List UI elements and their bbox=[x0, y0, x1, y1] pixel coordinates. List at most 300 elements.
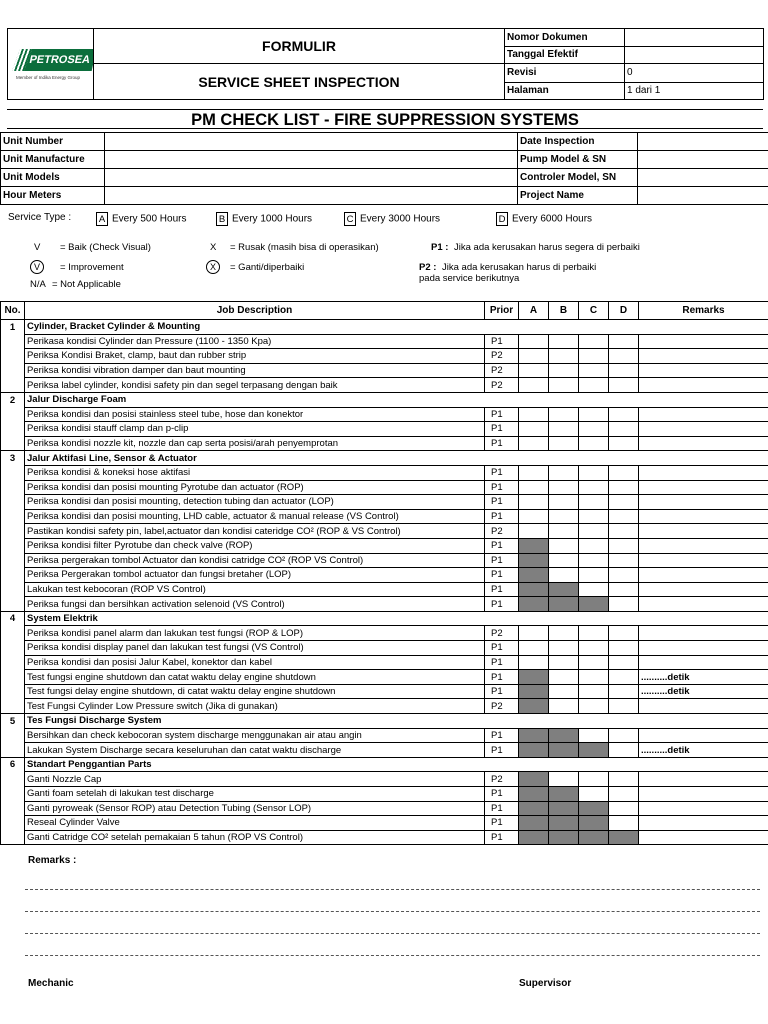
check-cell-b[interactable] bbox=[549, 378, 579, 393]
job-description: Periksa kondisi nozzle kit, nozzle dan cap serta posisi/arah penyemprotan bbox=[25, 436, 485, 451]
check-cell-b[interactable] bbox=[549, 670, 579, 685]
remarks-cell[interactable] bbox=[639, 772, 768, 787]
check-cell-d[interactable] bbox=[609, 407, 639, 422]
legend-p2-text2: pada service berikutnya bbox=[419, 273, 520, 284]
service-code: A bbox=[96, 212, 108, 226]
check-cell-a bbox=[519, 597, 549, 612]
check-cell-b[interactable] bbox=[549, 349, 579, 364]
table-row bbox=[1, 407, 768, 422]
check-cell-b[interactable] bbox=[549, 422, 579, 437]
service-type-d[interactable] bbox=[496, 212, 592, 226]
check-cell-a[interactable] bbox=[519, 378, 549, 393]
job-description: Periksa Kondisi Braket, clamp, baut dan rubber strip bbox=[25, 349, 485, 364]
job-description: Ganti Nozzle Cap bbox=[25, 772, 485, 787]
remarks-cell[interactable] bbox=[639, 728, 768, 743]
row-number-cell bbox=[1, 538, 25, 553]
meta-value[interactable]: 1 dari 1 bbox=[625, 82, 764, 100]
info-value[interactable] bbox=[638, 151, 768, 169]
check-cell-c[interactable] bbox=[579, 334, 609, 349]
check-cell-a[interactable] bbox=[519, 641, 549, 656]
info-label: Pump Model & SN bbox=[518, 151, 638, 169]
check-cell-b[interactable] bbox=[549, 655, 579, 670]
info-value[interactable] bbox=[105, 187, 518, 205]
table-row bbox=[1, 495, 768, 510]
priority: P1 bbox=[485, 568, 519, 583]
check-cell-d[interactable] bbox=[609, 684, 639, 699]
job-description: Periksa kondisi filter Pyrotube dan check valve (ROP) bbox=[25, 538, 485, 553]
check-cell-b[interactable] bbox=[549, 334, 579, 349]
check-cell-a bbox=[519, 699, 549, 714]
job-description: Periksa kondisi stauff clamp dan p-clip bbox=[25, 422, 485, 437]
row-number-cell bbox=[1, 772, 25, 787]
section-title: Tes Fungsi Discharge System bbox=[25, 714, 768, 729]
job-description: Periksa kondisi panel alarm dan lakukan test fungsi (ROP & LOP) bbox=[25, 626, 485, 641]
priority: P1 bbox=[485, 728, 519, 743]
legend-na: N/A bbox=[30, 279, 46, 290]
meta-value[interactable] bbox=[625, 46, 764, 64]
check-cell-a[interactable] bbox=[519, 495, 549, 510]
legend-p1: P1 : bbox=[431, 242, 449, 253]
check-cell-d[interactable] bbox=[609, 655, 639, 670]
check-cell-d[interactable] bbox=[609, 582, 639, 597]
check-cell-a[interactable] bbox=[519, 349, 549, 364]
remarks-label: Remarks : bbox=[28, 855, 77, 866]
remarks-cell[interactable] bbox=[639, 524, 768, 539]
legend-v-text: = Baik (Check Visual) bbox=[60, 242, 151, 253]
check-cell-b[interactable] bbox=[549, 568, 579, 583]
check-cell-b bbox=[549, 787, 579, 802]
job-description: Perikasa kondisi Cylinder dan Pressure (1100 - 1350 Kpa) bbox=[25, 334, 485, 349]
remarks-cell[interactable] bbox=[639, 655, 768, 670]
remarks-cell[interactable] bbox=[639, 422, 768, 437]
check-cell-c bbox=[579, 597, 609, 612]
check-cell-c[interactable] bbox=[579, 582, 609, 597]
remarks-cell[interactable] bbox=[639, 699, 768, 714]
check-cell-d[interactable] bbox=[609, 334, 639, 349]
remarks-cell[interactable]: ..........detik bbox=[639, 670, 768, 685]
job-description: Periksa kondisi dan posisi mounting, LHD cable, actuator & manual release (VS Control) bbox=[25, 509, 485, 524]
table-row bbox=[1, 801, 768, 816]
check-cell-a bbox=[519, 801, 549, 816]
check-cell-a[interactable] bbox=[519, 480, 549, 495]
job-description: Ganti Catridge CO² setelah pemakaian 5 tahun (ROP VS Control) bbox=[25, 830, 485, 845]
info-value[interactable] bbox=[638, 169, 768, 187]
check-cell-d[interactable] bbox=[609, 670, 639, 685]
table-row bbox=[1, 568, 768, 583]
check-cell-b[interactable] bbox=[549, 465, 579, 480]
check-cell-d[interactable] bbox=[609, 436, 639, 451]
section-row bbox=[1, 320, 768, 335]
check-cell-a[interactable] bbox=[519, 509, 549, 524]
check-cell-d[interactable] bbox=[609, 597, 639, 612]
check-cell-a[interactable] bbox=[519, 655, 549, 670]
check-cell-c[interactable] bbox=[579, 407, 609, 422]
row-number-cell bbox=[1, 728, 25, 743]
check-cell-a[interactable] bbox=[519, 422, 549, 437]
remarks-cell[interactable] bbox=[639, 349, 768, 364]
column-header-row bbox=[1, 302, 768, 320]
info-label: Unit Manufacture bbox=[1, 151, 105, 169]
job-description: Periksa kondisi vibration damper dan baut mounting bbox=[25, 363, 485, 378]
check-cell-b[interactable] bbox=[549, 495, 579, 510]
info-row bbox=[1, 187, 768, 205]
check-cell-d[interactable] bbox=[609, 568, 639, 583]
remarks-cell[interactable] bbox=[639, 495, 768, 510]
remarks-line[interactable] bbox=[25, 911, 760, 912]
check-cell-d[interactable] bbox=[609, 699, 639, 714]
check-cell-c[interactable] bbox=[579, 509, 609, 524]
row-number-cell bbox=[1, 655, 25, 670]
remarks-cell[interactable] bbox=[639, 407, 768, 422]
check-cell-d[interactable] bbox=[609, 728, 639, 743]
remarks-line[interactable] bbox=[25, 889, 760, 890]
table-row bbox=[1, 349, 768, 364]
check-cell-a[interactable] bbox=[519, 436, 549, 451]
meta-label: Tanggal Efektif bbox=[505, 46, 625, 64]
check-cell-d[interactable] bbox=[609, 743, 639, 758]
section-title: Standart Penggantian Parts bbox=[25, 757, 768, 772]
job-description: Pastikan kondisi safety pin, label,actuator dan kondisi cateridge CO² (ROP & VS Control) bbox=[25, 524, 485, 539]
table-row bbox=[1, 553, 768, 568]
row-number-cell bbox=[1, 816, 25, 831]
check-cell-c[interactable] bbox=[579, 363, 609, 378]
check-cell-a[interactable] bbox=[519, 363, 549, 378]
info-value[interactable] bbox=[105, 133, 518, 151]
info-value[interactable] bbox=[105, 169, 518, 187]
check-cell-b bbox=[549, 830, 579, 845]
priority: P1 bbox=[485, 816, 519, 831]
info-label: Controler Model, SN bbox=[518, 169, 638, 187]
meta-value[interactable] bbox=[625, 29, 764, 47]
service-type-row bbox=[8, 208, 758, 230]
service-text: Every 6000 Hours bbox=[512, 213, 593, 225]
meta-value[interactable]: 0 bbox=[625, 64, 764, 83]
priority: P1 bbox=[485, 495, 519, 510]
legend-p2-text: Jika ada kerusakan harus di perbaiki bbox=[442, 262, 597, 273]
priority: P2 bbox=[485, 626, 519, 641]
check-cell-c[interactable] bbox=[579, 538, 609, 553]
row-number-cell bbox=[1, 509, 25, 524]
check-cell-b bbox=[549, 597, 579, 612]
col-d: D bbox=[609, 302, 639, 320]
circled-x-icon: X bbox=[206, 260, 220, 274]
row-number-cell bbox=[1, 465, 25, 480]
remarks-cell[interactable] bbox=[639, 436, 768, 451]
check-cell-d[interactable] bbox=[609, 641, 639, 656]
check-cell-b bbox=[549, 816, 579, 831]
legend-xc-text: = Ganti/diperbaiki bbox=[230, 262, 305, 273]
info-value[interactable] bbox=[638, 187, 768, 205]
table-row bbox=[1, 772, 768, 787]
check-cell-c[interactable] bbox=[579, 436, 609, 451]
table-row bbox=[1, 509, 768, 524]
job-description: Lakukan test kebocoran (ROP VS Control) bbox=[25, 582, 485, 597]
service-code: C bbox=[344, 212, 356, 226]
check-cell-c[interactable] bbox=[579, 422, 609, 437]
priority: P2 bbox=[485, 378, 519, 393]
check-cell-c[interactable] bbox=[579, 626, 609, 641]
check-cell-c bbox=[579, 830, 609, 845]
check-cell-a[interactable] bbox=[519, 465, 549, 480]
check-cell-d[interactable] bbox=[609, 480, 639, 495]
remarks-cell[interactable] bbox=[639, 378, 768, 393]
check-cell-b[interactable] bbox=[549, 641, 579, 656]
remarks-cell[interactable] bbox=[639, 801, 768, 816]
row-number-cell bbox=[1, 378, 25, 393]
job-description: Periksa Pergerakan tombol actuator dan fungsi bretaher (LOP) bbox=[25, 568, 485, 583]
remarks-line[interactable] bbox=[25, 955, 760, 956]
info-label: Unit Models bbox=[1, 169, 105, 187]
job-description: Periksa kondisi dan posisi stainless steel tube, hose dan konektor bbox=[25, 407, 485, 422]
check-cell-d[interactable] bbox=[609, 524, 639, 539]
check-cell-a bbox=[519, 787, 549, 802]
remarks-cell[interactable] bbox=[639, 787, 768, 802]
remarks-cell[interactable] bbox=[639, 830, 768, 845]
table-row bbox=[1, 334, 768, 349]
check-cell-c[interactable] bbox=[579, 728, 609, 743]
check-cell-c[interactable] bbox=[579, 699, 609, 714]
check-cell-b bbox=[549, 728, 579, 743]
priority: P1 bbox=[485, 465, 519, 480]
row-number-cell bbox=[1, 363, 25, 378]
form-subtitle: SERVICE SHEET INSPECTION bbox=[94, 64, 505, 100]
check-cell-a[interactable] bbox=[519, 334, 549, 349]
check-cell-b[interactable] bbox=[549, 684, 579, 699]
table-row bbox=[1, 816, 768, 831]
row-number-cell bbox=[1, 436, 25, 451]
service-type-a[interactable] bbox=[96, 212, 186, 226]
table-row bbox=[1, 626, 768, 641]
service-type-b[interactable] bbox=[216, 212, 312, 226]
remarks-cell[interactable] bbox=[639, 465, 768, 480]
row-number-cell bbox=[1, 670, 25, 685]
check-cell-c bbox=[579, 743, 609, 758]
row-number-cell bbox=[1, 568, 25, 583]
row-number-cell bbox=[1, 699, 25, 714]
priority: P1 bbox=[485, 538, 519, 553]
info-value[interactable] bbox=[638, 133, 768, 151]
check-cell-b[interactable] bbox=[549, 509, 579, 524]
remarks-cell[interactable] bbox=[639, 553, 768, 568]
row-number-cell bbox=[1, 684, 25, 699]
row-number-cell bbox=[1, 480, 25, 495]
check-cell-d[interactable] bbox=[609, 787, 639, 802]
remarks-cell[interactable] bbox=[639, 582, 768, 597]
check-cell-d[interactable] bbox=[609, 553, 639, 568]
job-description: Ganti pyroweak (Sensor ROP) atau Detection Tubing (Sensor LOP) bbox=[25, 801, 485, 816]
section-number: 3 bbox=[1, 451, 25, 466]
table-row bbox=[1, 670, 768, 685]
logo-cell bbox=[8, 29, 94, 100]
check-cell-c[interactable] bbox=[579, 568, 609, 583]
table-row bbox=[1, 830, 768, 845]
table-row bbox=[1, 655, 768, 670]
check-cell-d[interactable] bbox=[609, 422, 639, 437]
check-cell-b[interactable] bbox=[549, 436, 579, 451]
section-row bbox=[1, 611, 768, 626]
job-description: Ganti foam setelah di lakukan test discharge bbox=[25, 787, 485, 802]
check-cell-c[interactable] bbox=[579, 641, 609, 656]
priority: P1 bbox=[485, 684, 519, 699]
logo-subtext: Member of Indika Energy Group bbox=[16, 75, 81, 80]
check-cell-d[interactable] bbox=[609, 349, 639, 364]
check-cell-a[interactable] bbox=[519, 626, 549, 641]
check-cell-d[interactable] bbox=[609, 509, 639, 524]
check-cell-c[interactable] bbox=[579, 655, 609, 670]
check-cell-d bbox=[609, 830, 639, 845]
section-title: Jalur Aktifasi Line, Sensor & Actuator bbox=[25, 451, 768, 466]
priority: P1 bbox=[485, 670, 519, 685]
section-row bbox=[1, 451, 768, 466]
remarks-cell[interactable] bbox=[639, 363, 768, 378]
info-value[interactable] bbox=[105, 151, 518, 169]
priority: P1 bbox=[485, 787, 519, 802]
info-row bbox=[1, 133, 768, 151]
priority: P1 bbox=[485, 655, 519, 670]
petrosea-logo bbox=[10, 29, 91, 99]
remarks-cell[interactable] bbox=[639, 509, 768, 524]
job-description: Reseal Cylinder Valve bbox=[25, 816, 485, 831]
check-cell-c[interactable] bbox=[579, 553, 609, 568]
remarks-line[interactable] bbox=[25, 933, 760, 934]
priority: P1 bbox=[485, 480, 519, 495]
check-cell-c[interactable] bbox=[579, 772, 609, 787]
remarks-cell[interactable] bbox=[639, 538, 768, 553]
job-description: Periksa kondisi dan posisi mounting, detection tubing dan actuator (LOP) bbox=[25, 495, 485, 510]
col-prior: Prior bbox=[485, 302, 519, 320]
legend bbox=[20, 240, 720, 296]
check-cell-d[interactable] bbox=[609, 772, 639, 787]
priority: P1 bbox=[485, 801, 519, 816]
meta-label: Revisi bbox=[505, 64, 625, 83]
check-cell-d[interactable] bbox=[609, 465, 639, 480]
info-label: Project Name bbox=[518, 187, 638, 205]
row-number-cell bbox=[1, 626, 25, 641]
job-description: Test fungsi delay engine shutdown, di catat waktu delay engine shutdown bbox=[25, 684, 485, 699]
remarks-cell[interactable]: ..........detik bbox=[639, 743, 768, 758]
check-cell-d[interactable] bbox=[609, 378, 639, 393]
row-number-cell bbox=[1, 524, 25, 539]
check-cell-d[interactable] bbox=[609, 626, 639, 641]
check-cell-b bbox=[549, 801, 579, 816]
check-cell-c[interactable] bbox=[579, 670, 609, 685]
check-cell-a bbox=[519, 830, 549, 845]
priority: P1 bbox=[485, 830, 519, 845]
check-cell-b[interactable] bbox=[549, 699, 579, 714]
check-cell-a bbox=[519, 816, 549, 831]
check-cell-c[interactable] bbox=[579, 378, 609, 393]
check-cell-a[interactable] bbox=[519, 524, 549, 539]
check-cell-a[interactable] bbox=[519, 407, 549, 422]
section-number: 4 bbox=[1, 611, 25, 626]
check-cell-d[interactable] bbox=[609, 538, 639, 553]
row-number-cell bbox=[1, 407, 25, 422]
table-row bbox=[1, 538, 768, 553]
check-cell-b bbox=[549, 582, 579, 597]
priority: P2 bbox=[485, 699, 519, 714]
check-cell-b[interactable] bbox=[549, 538, 579, 553]
check-cell-b[interactable] bbox=[549, 480, 579, 495]
check-cell-c[interactable] bbox=[579, 480, 609, 495]
service-text: Every 500 Hours bbox=[112, 213, 187, 225]
table-row bbox=[1, 699, 768, 714]
priority: P2 bbox=[485, 524, 519, 539]
check-cell-d[interactable] bbox=[609, 801, 639, 816]
job-description: Lakukan System Discharge secara keseluruhan dan catat waktu discharge bbox=[25, 743, 485, 758]
row-number-cell bbox=[1, 830, 25, 845]
check-cell-c[interactable] bbox=[579, 495, 609, 510]
job-description: Periksa pergerakan tombol Actuator dan kondisi catridge CO² (ROP VS Control) bbox=[25, 553, 485, 568]
remarks-cell[interactable] bbox=[639, 641, 768, 656]
check-cell-b[interactable] bbox=[549, 626, 579, 641]
check-cell-c[interactable] bbox=[579, 787, 609, 802]
job-description: Test Fungsi Cylinder Low Pressure switch (Jika di gunakan) bbox=[25, 699, 485, 714]
remarks-cell[interactable] bbox=[639, 626, 768, 641]
remarks-cell[interactable] bbox=[639, 597, 768, 612]
check-cell-c[interactable] bbox=[579, 684, 609, 699]
col-b: B bbox=[549, 302, 579, 320]
job-description: Periksa kondisi dan posisi mounting Pyrotube dan actuator (ROP) bbox=[25, 480, 485, 495]
check-cell-b[interactable] bbox=[549, 524, 579, 539]
check-cell-a bbox=[519, 743, 549, 758]
job-description: Periksa kondisi & koneksi hose aktifasi bbox=[25, 465, 485, 480]
check-cell-c[interactable] bbox=[579, 465, 609, 480]
remarks-cell[interactable] bbox=[639, 568, 768, 583]
check-cell-d[interactable] bbox=[609, 495, 639, 510]
section-number: 6 bbox=[1, 757, 25, 772]
table-row bbox=[1, 480, 768, 495]
priority: P1 bbox=[485, 582, 519, 597]
mechanic-label: Mechanic bbox=[28, 978, 74, 989]
row-number-cell bbox=[1, 422, 25, 437]
remarks-cell[interactable] bbox=[639, 816, 768, 831]
check-cell-b[interactable] bbox=[549, 407, 579, 422]
table-row bbox=[1, 582, 768, 597]
check-cell-a bbox=[519, 728, 549, 743]
check-cell-b[interactable] bbox=[549, 553, 579, 568]
row-number-cell bbox=[1, 801, 25, 816]
remarks-cell[interactable] bbox=[639, 334, 768, 349]
priority: P1 bbox=[485, 436, 519, 451]
service-text: Every 3000 Hours bbox=[360, 213, 441, 225]
check-cell-d[interactable] bbox=[609, 816, 639, 831]
circled-v-icon: V bbox=[30, 260, 44, 274]
table-row bbox=[1, 363, 768, 378]
job-description: Periksa kondisi display panel dan lakukan test fungsi (VS Control) bbox=[25, 641, 485, 656]
check-cell-b[interactable] bbox=[549, 363, 579, 378]
priority: P1 bbox=[485, 509, 519, 524]
remarks-cell[interactable]: ..........detik bbox=[639, 684, 768, 699]
meta-label: Halaman bbox=[505, 82, 625, 100]
legend-v: V bbox=[34, 242, 41, 253]
check-cell-b[interactable] bbox=[549, 772, 579, 787]
priority: P1 bbox=[485, 553, 519, 568]
form-title: FORMULIR bbox=[94, 29, 505, 64]
service-type-c[interactable] bbox=[344, 212, 440, 226]
table-row bbox=[1, 597, 768, 612]
check-cell-c[interactable] bbox=[579, 524, 609, 539]
table-row bbox=[1, 641, 768, 656]
check-cell-a bbox=[519, 684, 549, 699]
table-row bbox=[1, 684, 768, 699]
check-cell-c[interactable] bbox=[579, 349, 609, 364]
check-cell-d[interactable] bbox=[609, 363, 639, 378]
legend-vc-text: = Improvement bbox=[60, 262, 124, 273]
col-c: C bbox=[579, 302, 609, 320]
section-row bbox=[1, 757, 768, 772]
service-code: D bbox=[496, 212, 508, 226]
remarks-cell[interactable] bbox=[639, 480, 768, 495]
